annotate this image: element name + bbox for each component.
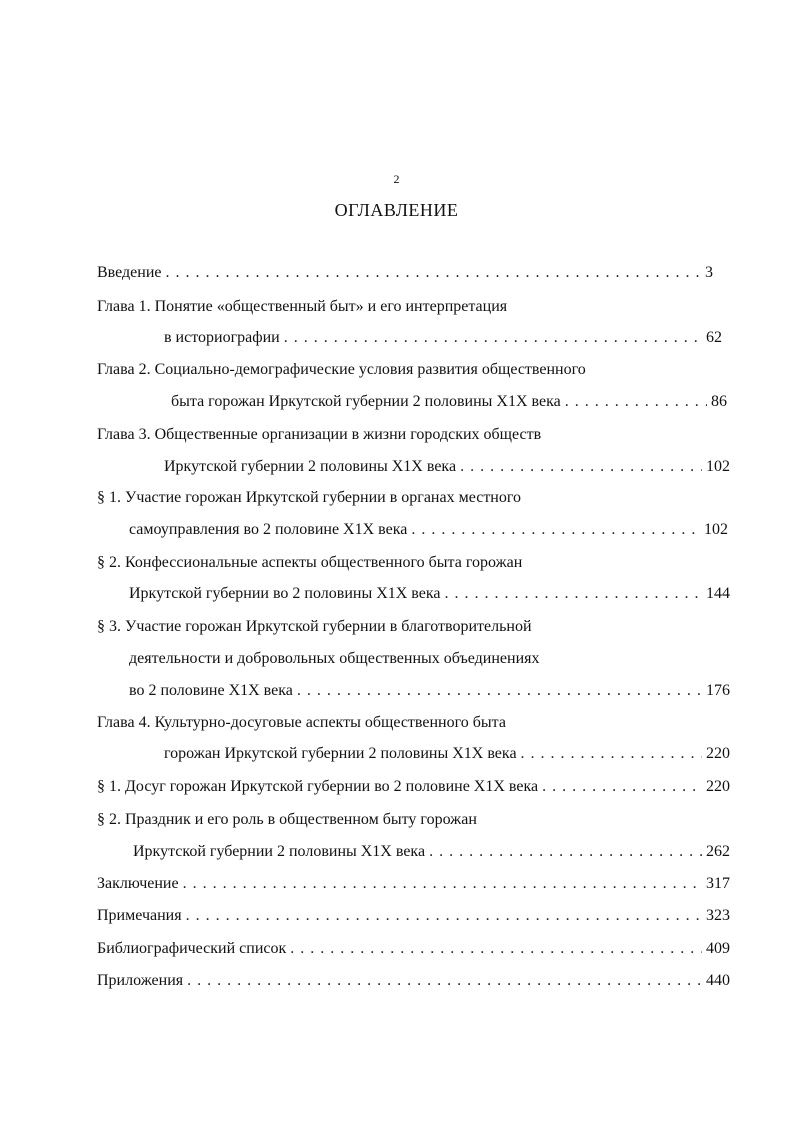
leader-dots [429, 842, 702, 862]
leader-dots [187, 971, 702, 991]
toc-page-number: 409 [706, 940, 730, 957]
toc-entry-section-3-2-cont[interactable] [129, 584, 730, 604]
toc-entry-text: Иркутской губернии во 2 половины Х1Х века [129, 585, 441, 602]
toc-page-number: 102 [704, 521, 728, 538]
toc-entry-chapter-4-cont[interactable] [164, 744, 730, 764]
toc-entry-notes[interactable] [97, 906, 730, 926]
toc-page-number: 440 [706, 972, 730, 989]
toc-page-number: 176 [706, 682, 730, 699]
toc-entry-text: Иркутской губернии 2 половины Х1Х века [133, 843, 426, 860]
toc-entry-section-4-2-cont[interactable] [133, 842, 730, 862]
toc-entry-text: Приложения [97, 972, 184, 989]
toc-entry-conclusion[interactable] [97, 874, 730, 894]
leader-dots [445, 584, 703, 604]
toc-page-number: 323 [706, 907, 730, 924]
toc-entry-section-3-3[interactable]: § 3. Участие горожан Иркутской губернии в благотворительной [97, 618, 532, 635]
leader-dots [284, 328, 702, 348]
leader-dots [297, 681, 702, 701]
toc-page-number: 220 [706, 778, 730, 795]
toc-entry-text: Библиографический список [97, 940, 287, 957]
leader-dots [186, 906, 702, 926]
toc-entry-text: Примечания [97, 907, 182, 924]
toc-page-number: 62 [706, 329, 722, 346]
leader-dots [166, 263, 702, 283]
toc-entry-section-3-2[interactable]: § 2. Конфессиональные аспекты общественного быта горожан [97, 554, 523, 571]
toc-entry-text: горожан Иркутской губернии 2 половины Х1Х века [164, 745, 517, 762]
page-title: ОГЛАВЛЕНИЕ [334, 200, 459, 220]
leader-dots [521, 744, 702, 764]
leader-dots [542, 777, 702, 797]
toc-entry-text: Иркутской губернии 2 половины Х1Х века [164, 458, 457, 475]
toc-page-number: 86 [711, 393, 727, 410]
toc-entry-section-4-1[interactable] [97, 777, 730, 797]
leader-dots [411, 520, 700, 540]
leader-dots [565, 392, 707, 412]
toc-page-number: 3 [705, 264, 713, 281]
toc-page-number: 102 [706, 458, 730, 475]
toc-page-number: 317 [706, 875, 730, 892]
toc-entry-text: Заключение [97, 875, 179, 892]
page-number: 2 [393, 172, 400, 186]
toc-page-number: 144 [706, 585, 730, 602]
toc-entry-chapter-4[interactable]: Глава 4. Культурно-досуговые аспекты общественного быта [97, 714, 506, 731]
toc-entry-section-3-1[interactable]: § 1. Участие горожан Иркутской губернии в органах местного [97, 489, 522, 506]
toc-entry-appendices[interactable] [97, 971, 730, 991]
toc-entry-chapter-1[interactable]: Глава 1. Понятие «общественный быт» и его интерпретация [97, 298, 508, 315]
toc-entry-text: быта горожан Иркутской губернии 2 половины Х1Х века [171, 393, 561, 410]
leader-dots [460, 457, 702, 477]
toc-entry-text: самоуправления во 2 половине Х1Х века [129, 521, 408, 538]
toc-entry-section-3-3-end[interactable] [129, 681, 730, 701]
toc-entry-section-3-3-cont[interactable]: деятельности и добровольных общественных объединениях [129, 650, 540, 667]
toc-entry-text: в историографии [164, 329, 280, 346]
toc-entry-introduction[interactable] [97, 263, 713, 283]
toc-entry-text: § 1. Досуг горожан Иркутской губернии во 2 половине Х1Х века [97, 778, 539, 795]
toc-entry-chapter-1-cont[interactable] [164, 328, 722, 348]
toc-page-number: 262 [706, 843, 730, 860]
leader-dots [183, 874, 702, 894]
toc-entry-text: Введение [97, 264, 162, 281]
toc-entry-chapter-3[interactable]: Глава 3. Общественные организации в жизни городских обществ [97, 426, 542, 443]
toc-page-number: 220 [706, 745, 730, 762]
toc-entry-chapter-2-cont[interactable] [171, 392, 727, 412]
toc-entry-chapter-3-cont[interactable] [164, 457, 730, 477]
toc-entry-chapter-2[interactable]: Глава 2. Социально-демографические условия развития общественного [97, 361, 586, 378]
toc-entry-section-3-1-cont[interactable] [129, 520, 728, 540]
toc-entry-text: во 2 половине Х1Х века [129, 682, 293, 699]
leader-dots [290, 939, 702, 959]
toc-entry-section-4-2[interactable]: § 2. Праздник и его роль в общественном быту горожан [97, 811, 477, 828]
toc-entry-bibliography[interactable] [97, 939, 730, 959]
